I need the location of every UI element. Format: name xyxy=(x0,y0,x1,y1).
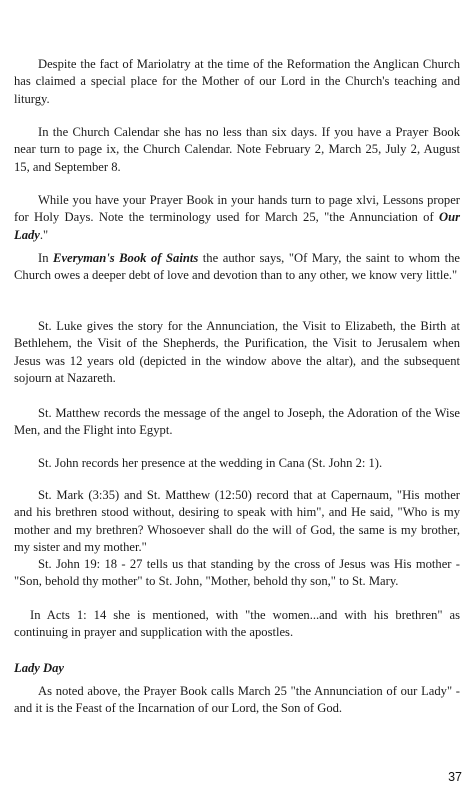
paragraph-capernaum: St. Mark (3:35) and St. Matthew (12:50) record that at Capernaum, "His mother and his brethren stood without, desiring to speak with him", and He said, "Who is my mother and my brethren? Whosoever shall do the will of God, the same is my brother, my sister and my mother." xyxy=(14,488,460,554)
paragraph-cross: St. John 19: 18 - 27 tells us that standing by the cross of Jesus was His mother - "Son, behold thy mother" to St. John, "Mother, behold thy son," to St. Mary. xyxy=(14,557,460,589)
page-number: 37 xyxy=(448,770,462,784)
paragraph-st-matthew: St. Matthew records the message of the angel to Joseph, the Adoration of the Wise Men, and the Flight into Egypt. xyxy=(14,406,460,438)
paragraph-st-luke: St. Luke gives the story for the Annunciation, the Visit to Elizabeth, the Birth at Bethlehem, the Visit of the Shepherds, the Purification, the Visit to Jerusalem when Jesus was 12 years old (depicted in the window above the altar), and the subsequent sojourn at Nazareth. xyxy=(14,319,460,385)
book-title: Everyman's Book of Saints xyxy=(53,251,199,265)
section-heading-lady-day: Lady Day xyxy=(14,661,65,675)
paragraph-everyman: In Everyman's Book of Saints the author says, "Of Mary, the saint to whom the Church owes a deeper debt of love and devotion than to any other, we know very little." xyxy=(14,251,461,283)
paragraph-annunciation: As noted above, the Prayer Book calls March 25 "the Annunciation of our Lady" - and it is the Feast of the Incarnation of our Lord, the Son of God. xyxy=(14,684,460,716)
paragraph-st-john-cana: St. John records her presence at the wedding in Cana (St. John 2: 1). xyxy=(38,456,383,470)
emphasis-our-lady: Our Lady xyxy=(14,210,460,242)
paragraph-prayer-book: While you have your Prayer Book in your hands turn to page xlvi, Lessons proper for Holy Days. Note the terminology used for March 25, "the Annunciation of Our Lady." xyxy=(14,193,460,242)
paragraph-church-calendar: In the Church Calendar she has no less than six days. If you have a Prayer Book near turn to page ix, the Church Calendar. Note February 2, March 25, July 2, August 15, and September 8. xyxy=(14,125,460,174)
paragraph-acts: In Acts 1: 14 she is mentioned, with "the women...and with his brethren" as continuing in prayer and supplication with the apostles. xyxy=(14,608,460,640)
paragraph-mariolatry: Despite the fact of Mariolatry at the time of the Reformation the Anglican Church has claimed a special place for the Mother of our Lord in the Church's teaching and liturgy. xyxy=(14,57,460,106)
